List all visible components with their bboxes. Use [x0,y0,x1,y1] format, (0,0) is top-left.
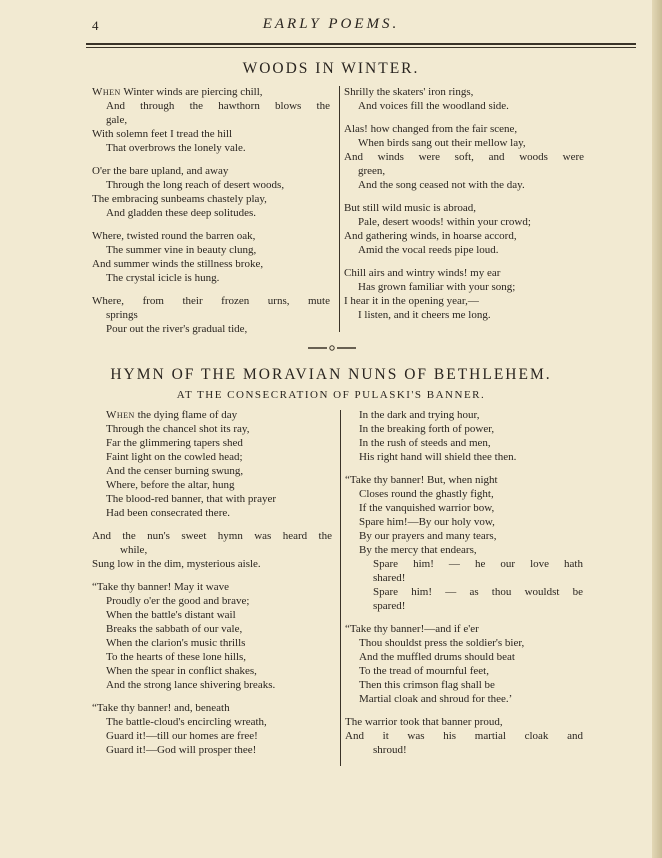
verse-line [344,178,584,192]
verse-line [106,450,332,464]
verse-line [92,178,330,192]
stanza [344,122,584,192]
verse-line [344,136,584,150]
verse-line [345,622,583,636]
verse-text: green, [358,165,386,177]
verse-line [345,585,583,599]
verse-line [92,580,332,594]
verse-text: And voices fill the woodland side. [358,100,509,112]
poem1-title: WOODS IN WINTER. [242,60,420,77]
verse-text: And the strong lance shivering breaks. [106,679,276,691]
verse-line [106,422,332,436]
verse-text: To the tread of mournful feet, [359,665,489,677]
stanza [345,622,583,706]
verse-line [92,529,332,543]
verse-line [345,557,583,571]
verse-text: When birds sang out their mellow lay, [358,137,526,149]
verse-line [92,308,330,322]
verse-text: Closes round the ghastly fight, [359,488,494,500]
verse-line [344,85,584,99]
stanza [92,85,330,155]
verse-text: When the clarion's music thrills [106,637,246,649]
verse-line [106,543,332,557]
verse-line [345,664,583,678]
header-rule [86,43,636,45]
stanza [106,408,332,520]
verse-line [106,664,332,678]
page-edge [652,0,662,858]
verse-text: And the muffled drums should beat [359,651,515,663]
stanza [344,201,584,257]
verse-text: Spare him! — he our love hath [373,558,583,570]
stanza [92,580,332,692]
verse-line [106,408,332,422]
verse-text: The battle-cloud's encircling wreath, [106,716,267,728]
verse-line [345,543,583,557]
verse-text: gale, [106,114,128,126]
verse-line [345,692,583,706]
verse-line [344,201,584,215]
verse-line [106,729,332,743]
verse-text: Breaks the sabbath of our vale, [106,623,243,635]
verse-text: Spare him! — as thou wouldst be [373,586,583,598]
verse-text: I hear it in the opening year,— [344,295,479,307]
verse-line [92,294,330,308]
verse-line [106,636,332,650]
verse-line [92,271,330,285]
verse-line [345,422,583,436]
verse-line [345,636,583,650]
verse-line [345,515,583,529]
verse-text: And summer winds the stillness broke, [92,258,264,270]
verse-text: Through the long reach of desert woods, [106,179,285,191]
verse-text: In the rush of steeds and men, [359,437,491,449]
verse-line [344,229,584,243]
verse-text: To the hearts of these lone hills, [106,651,247,663]
verse-line [92,229,330,243]
stanza [345,715,583,757]
verse-text: But still wild music is abroad, [344,202,476,214]
verse-text: Sung low in the dim, mysterious aisle. [92,558,261,570]
verse-text: And gladden these deep solitudes. [106,207,256,219]
verse-line [345,529,583,543]
verse-text: shared! [373,572,406,584]
verse-text: And it was his martial cloak and [345,730,583,742]
header-rule-thin [86,47,636,48]
verse-text: Alas! how changed from the fair scene, [344,123,518,135]
verse-line [344,308,584,322]
verse-line [345,678,583,692]
stanza [92,164,330,220]
verse-line [92,85,330,99]
verse-line [344,150,584,164]
verse-text: Shrilly the skaters' iron rings, [344,86,474,98]
stanza [92,701,332,757]
verse-line [106,650,332,664]
poem1-right-column [344,85,584,331]
verse-text: Where, before the altar, hung [106,479,235,491]
verse-text: Thou shouldst press the soldier's bier, [359,637,525,649]
stanza [92,294,330,336]
verse-text: Winter winds are piercing chill, [120,86,263,98]
verse-line [106,743,332,757]
verse-text: Chill airs and wintry winds! my ear [344,267,501,279]
verse-text: With solemn feet I tread the hill [92,128,233,140]
verse-line [106,464,332,478]
verse-text: Guard it!—till our homes are free! [106,730,258,742]
verse-line [345,450,583,464]
verse-line [92,701,332,715]
verse-text: Then this crimson flag shall be [359,679,495,691]
stanza [92,229,330,285]
stanza [345,408,583,464]
verse-text: And the censer burning swung, [106,465,244,477]
verse-text: “Take thy banner! and, beneath [92,702,230,714]
section-ornament [308,344,356,352]
verse-text: By our prayers and many tears, [359,530,497,542]
verse-line [106,594,332,608]
page-number: 4 [92,18,99,33]
verse-line [106,492,332,506]
verse-line [106,436,332,450]
verse-text: Pale, desert woods! within your crowd; [358,216,531,228]
verse-text: If the vanquished warrior bow, [359,502,495,514]
verse-line [92,206,330,220]
poem2-left-column [92,408,332,766]
verse-line [344,294,584,308]
verse-text: shroud! [373,744,407,756]
verse-text: while, [120,544,148,556]
verse-line [106,478,332,492]
verse-line [92,257,330,271]
verse-line [92,127,330,141]
verse-line [344,99,584,113]
verse-text: And gathering winds, in hoarse accord, [344,230,517,242]
verse-text: Where, from their frozen urns, mute [92,295,330,307]
verse-text: Had been consecrated there. [106,507,230,519]
verse-line [92,99,330,113]
verse-line [345,650,583,664]
verse-text: “Take thy banner! But, when night [345,474,498,486]
verse-text: His right hand will shield thee then. [359,451,517,463]
verse-text: Where, twisted round the barren oak, [92,230,256,242]
verse-line [92,192,330,206]
stanza [345,473,583,613]
verse-text: The warrior took that banner proud, [345,716,503,728]
verse-text: Far the glimmering tapers shed [106,437,243,449]
verse-line [345,715,583,729]
verse-line [345,408,583,422]
verse-line [344,266,584,280]
verse-text: And winds were soft, and woods were [344,151,584,163]
verse-line [92,322,330,336]
running-title: EARLY POEMS. [262,16,400,32]
verse-text: By the mercy that endears, [359,544,477,556]
stanza [344,266,584,322]
verse-line [92,243,330,257]
column-divider [340,410,341,766]
verse-text: The summer vine in beauty clung, [106,244,257,256]
verse-text: And through the hawthorn blows the [106,100,330,112]
verse-text: Spare him!—By our holy vow, [359,516,495,528]
verse-line [345,729,583,743]
verse-text: Guard it!—God will prosper thee! [106,744,257,756]
drop-word: When [92,86,121,98]
verse-text: The blood-red banner, that with prayer [106,493,276,505]
verse-line [92,113,330,127]
verse-line [344,243,584,257]
verse-line [106,608,332,622]
verse-line [345,436,583,450]
verse-text: the dying flame of day [134,409,238,421]
poem2-title: HYMN OF THE MORAVIAN NUNS OF BETHLEHEM. [110,366,552,383]
verse-line [344,280,584,294]
verse-line [345,487,583,501]
stanza [344,85,584,113]
verse-text: Proudly o'er the good and brave; [106,595,250,607]
verse-text: Amid the vocal reeds pipe loud. [358,244,499,256]
verse-text: Martial cloak and shroud for thee.’ [359,693,513,705]
poem2-right-column [345,408,583,766]
stanza [92,529,332,571]
verse-line [345,473,583,487]
verse-line [92,141,330,155]
verse-text: And the nun's sweet hymn was heard the [92,530,332,542]
verse-text: Through the chancel shot its ray, [106,423,250,435]
verse-text: In the breaking forth of power, [359,423,495,435]
verse-line [106,715,332,729]
verse-text: And the song ceased not with the day. [358,179,525,191]
verse-line [106,622,332,636]
verse-text: In the dark and trying hour, [359,409,480,421]
verse-line [344,164,584,178]
verse-line [106,678,332,692]
drop-word: When [106,409,135,421]
verse-line [345,743,583,757]
verse-line [345,501,583,515]
verse-line [345,599,583,613]
verse-text: I listen, and it cheers me long. [358,309,491,321]
verse-text: “Take thy banner!—and if e'er [345,623,479,635]
verse-text: When the battle's distant wail [106,609,236,621]
verse-line [345,571,583,585]
poem2-subtitle: AT THE CONSECRATION OF PULASKI'S BANNER. [176,389,486,401]
column-divider [339,86,340,332]
verse-line [106,506,332,520]
verse-line [344,122,584,136]
verse-line [344,215,584,229]
verse-text: O'er the bare upland, and away [92,165,229,177]
verse-text: Has grown familiar with your song; [358,281,516,293]
verse-text: When the spear in conflict shakes, [106,665,257,677]
verse-line [92,557,332,571]
verse-text: The embracing sunbeams chastely play, [92,193,267,205]
verse-line [92,164,330,178]
poem1-left-column [92,85,330,345]
verse-text: The crystal icicle is hung. [106,272,220,284]
verse-text: That overbrows the lonely vale. [106,142,246,154]
verse-text: spared! [373,600,406,612]
verse-text: “Take thy banner! May it wave [92,581,229,593]
verse-text: springs [106,309,138,321]
verse-text: Faint light on the cowled head; [106,451,243,463]
verse-text: Pour out the river's gradual tide, [106,323,248,335]
